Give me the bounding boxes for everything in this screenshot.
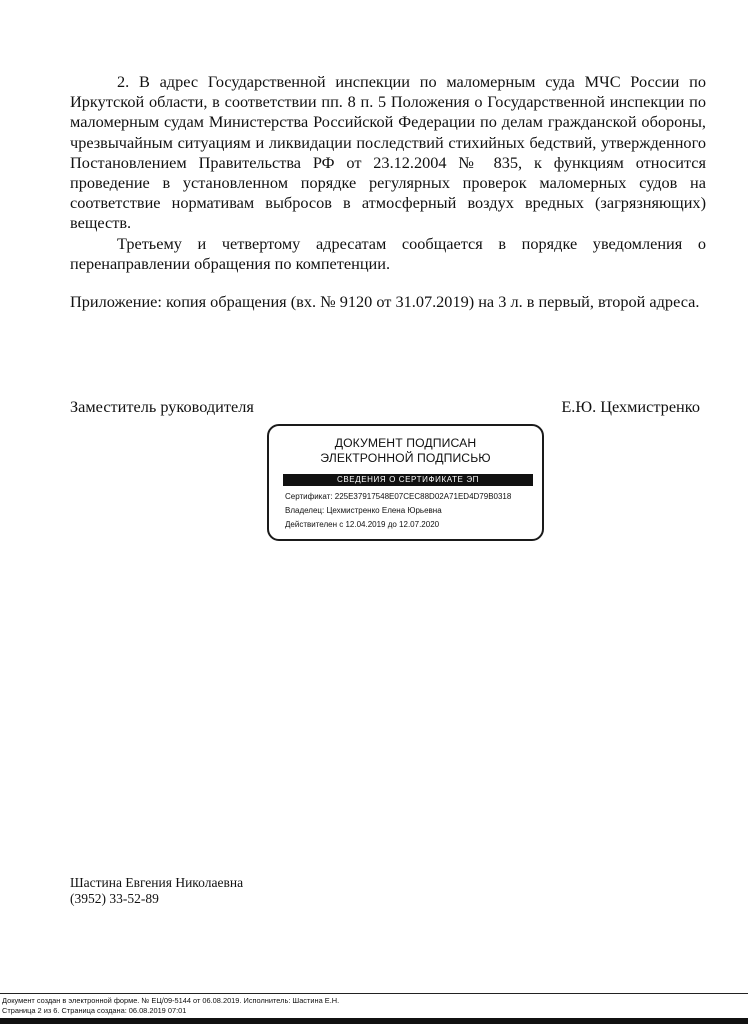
certificate-validity: Действителен с 12.04.2019 до 12.07.2020 — [285, 520, 440, 529]
stamp-title-line-2: ЭЛЕКТРОННОЙ ПОДПИСЬЮ — [320, 451, 491, 465]
executor-phone: (3952) 33-52-89 — [70, 891, 159, 906]
executor-name: Шастина Евгения Николаевна — [70, 875, 244, 890]
page-footer — [2, 996, 339, 1015]
bottom-edge-band — [0, 1018, 748, 1024]
signer-position: Заместитель руководителя — [70, 397, 254, 416]
signer-name: Е.Ю. Цехмистренко — [561, 397, 700, 416]
electronic-signature-stamp — [267, 424, 544, 541]
footer-divider — [0, 993, 748, 994]
letter-body — [70, 72, 706, 312]
footer-document-info: Документ создан в электронной форме. № ЕЦ/09-5144 от 06.08.2019. Исполнитель: Шастина Е.Н. — [2, 996, 340, 1005]
attachment-note: Приложение: копия обращения (вх. № 9120 от 31.07.2019) на 3 л. в первый, второй адреса. — [70, 292, 700, 312]
stamp-title — [269, 436, 542, 466]
certificate-owner: Владелец: Цехмистренко Елена Юрьевна — [285, 506, 442, 515]
stamp-title-line-1: ДОКУМЕНТ ПОДПИСАН — [334, 436, 477, 450]
certificate-info-bar: СВЕДЕНИЯ О СЕРТИФИКАТЕ ЭП — [283, 474, 533, 486]
paragraph-notification: Третьему и четвертому адресатам сообщается в порядке уведомления о перенаправлении обращения по компетенции. — [70, 233, 706, 273]
certificate-number: Сертификат: 225E37917548E07CEC88D02A71ED4D79B0318 — [285, 492, 512, 501]
paragraph-inspection: 2. В адрес Государственной инспекции по маломерным суда МЧС России по Иркутской области, в соответствии пп. 8 п. 5 Положения о Государственной инспекции по маломерным судам Министерства Российской Федерации по делам гражданской обороны, чрезвычайным ситуациям и ликвидации последствий стихийных бедствий, утвержденного Постановлением Правительства РФ от 23.12.2004 № 835, к функциям относится проведение в установленном порядке регулярных проверок маломерных судов на соответствие нормативам выбросов в атмосферный воздух вредных (загрязняющих) веществ. — [70, 72, 706, 233]
footer-page-info: Страница 2 из 6. Страница создана: 06.08.2019 07:01 — [2, 1005, 187, 1015]
executor-block — [70, 875, 243, 907]
